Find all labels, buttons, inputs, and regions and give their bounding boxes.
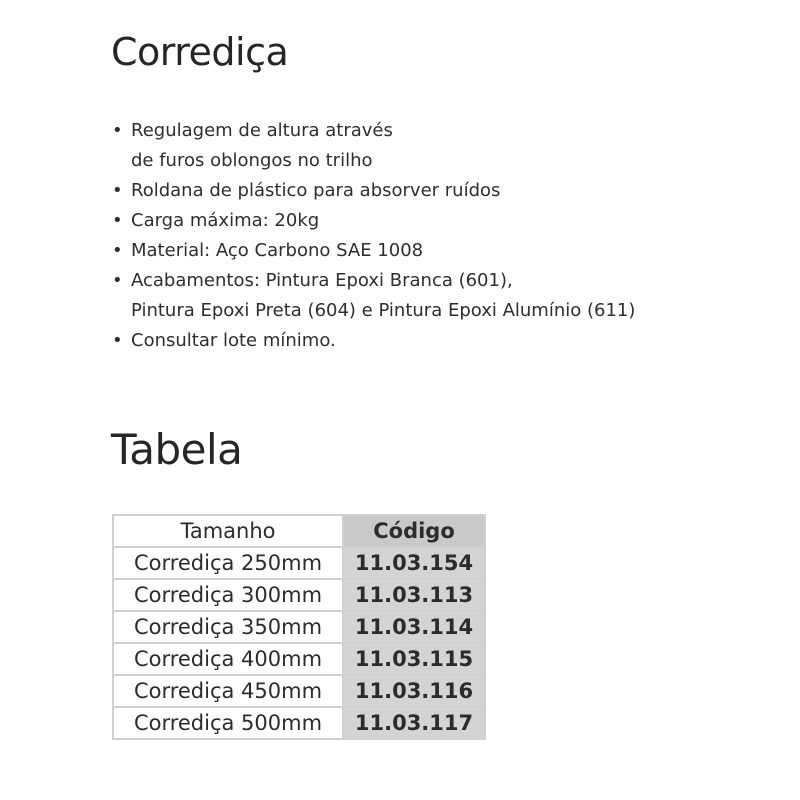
cell-size: Corrediça 450mm xyxy=(113,675,343,707)
feature-line: Roldana de plástico para absorver ruídos xyxy=(131,180,501,201)
feature-item xyxy=(112,206,635,236)
bullet-icon: • xyxy=(112,240,123,261)
cell-code: 11.03.115 xyxy=(343,643,485,675)
feature-item xyxy=(112,326,635,356)
cell-size: Corrediça 250mm xyxy=(113,547,343,579)
table-row xyxy=(113,707,485,739)
bullet-icon: • xyxy=(112,120,123,141)
bullet-icon: • xyxy=(112,330,123,351)
table-header-row xyxy=(113,515,485,547)
header-code: Código xyxy=(343,515,485,547)
cell-code: 11.03.116 xyxy=(343,675,485,707)
feature-line: de furos oblongos no trilho xyxy=(131,150,373,171)
cell-code: 11.03.117 xyxy=(343,707,485,739)
feature-line: Carga máxima: 20kg xyxy=(131,210,320,231)
table-row xyxy=(113,547,485,579)
feature-item xyxy=(112,266,635,326)
cell-size: Corrediça 350mm xyxy=(113,611,343,643)
table-title: Tabela xyxy=(111,425,243,474)
cell-size: Corrediça 500mm xyxy=(113,707,343,739)
cell-size: Corrediça 300mm xyxy=(113,579,343,611)
table-row xyxy=(113,611,485,643)
product-title: Corrediça xyxy=(111,30,289,74)
feature-list xyxy=(112,116,635,356)
feature-line: Consultar lote mínimo. xyxy=(131,330,336,351)
table-row xyxy=(113,579,485,611)
cell-code: 11.03.154 xyxy=(343,547,485,579)
feature-item xyxy=(112,176,635,206)
bullet-icon: • xyxy=(112,180,123,201)
feature-line: Acabamentos: Pintura Epoxi Branca (601), xyxy=(131,270,513,291)
table-row xyxy=(113,643,485,675)
feature-line: Material: Aço Carbono SAE 1008 xyxy=(131,240,424,261)
feature-line: Pintura Epoxi Preta (604) e Pintura Epoxi Alumínio (611) xyxy=(131,300,636,321)
product-code-table xyxy=(112,514,486,740)
feature-item xyxy=(112,236,635,266)
feature-item xyxy=(112,116,635,176)
bullet-icon: • xyxy=(112,210,123,231)
cell-size: Corrediça 400mm xyxy=(113,643,343,675)
header-size: Tamanho xyxy=(113,515,343,547)
cell-code: 11.03.113 xyxy=(343,579,485,611)
bullet-icon: • xyxy=(112,270,123,291)
cell-code: 11.03.114 xyxy=(343,611,485,643)
table-row xyxy=(113,675,485,707)
feature-line: Regulagem de altura através xyxy=(131,120,393,141)
